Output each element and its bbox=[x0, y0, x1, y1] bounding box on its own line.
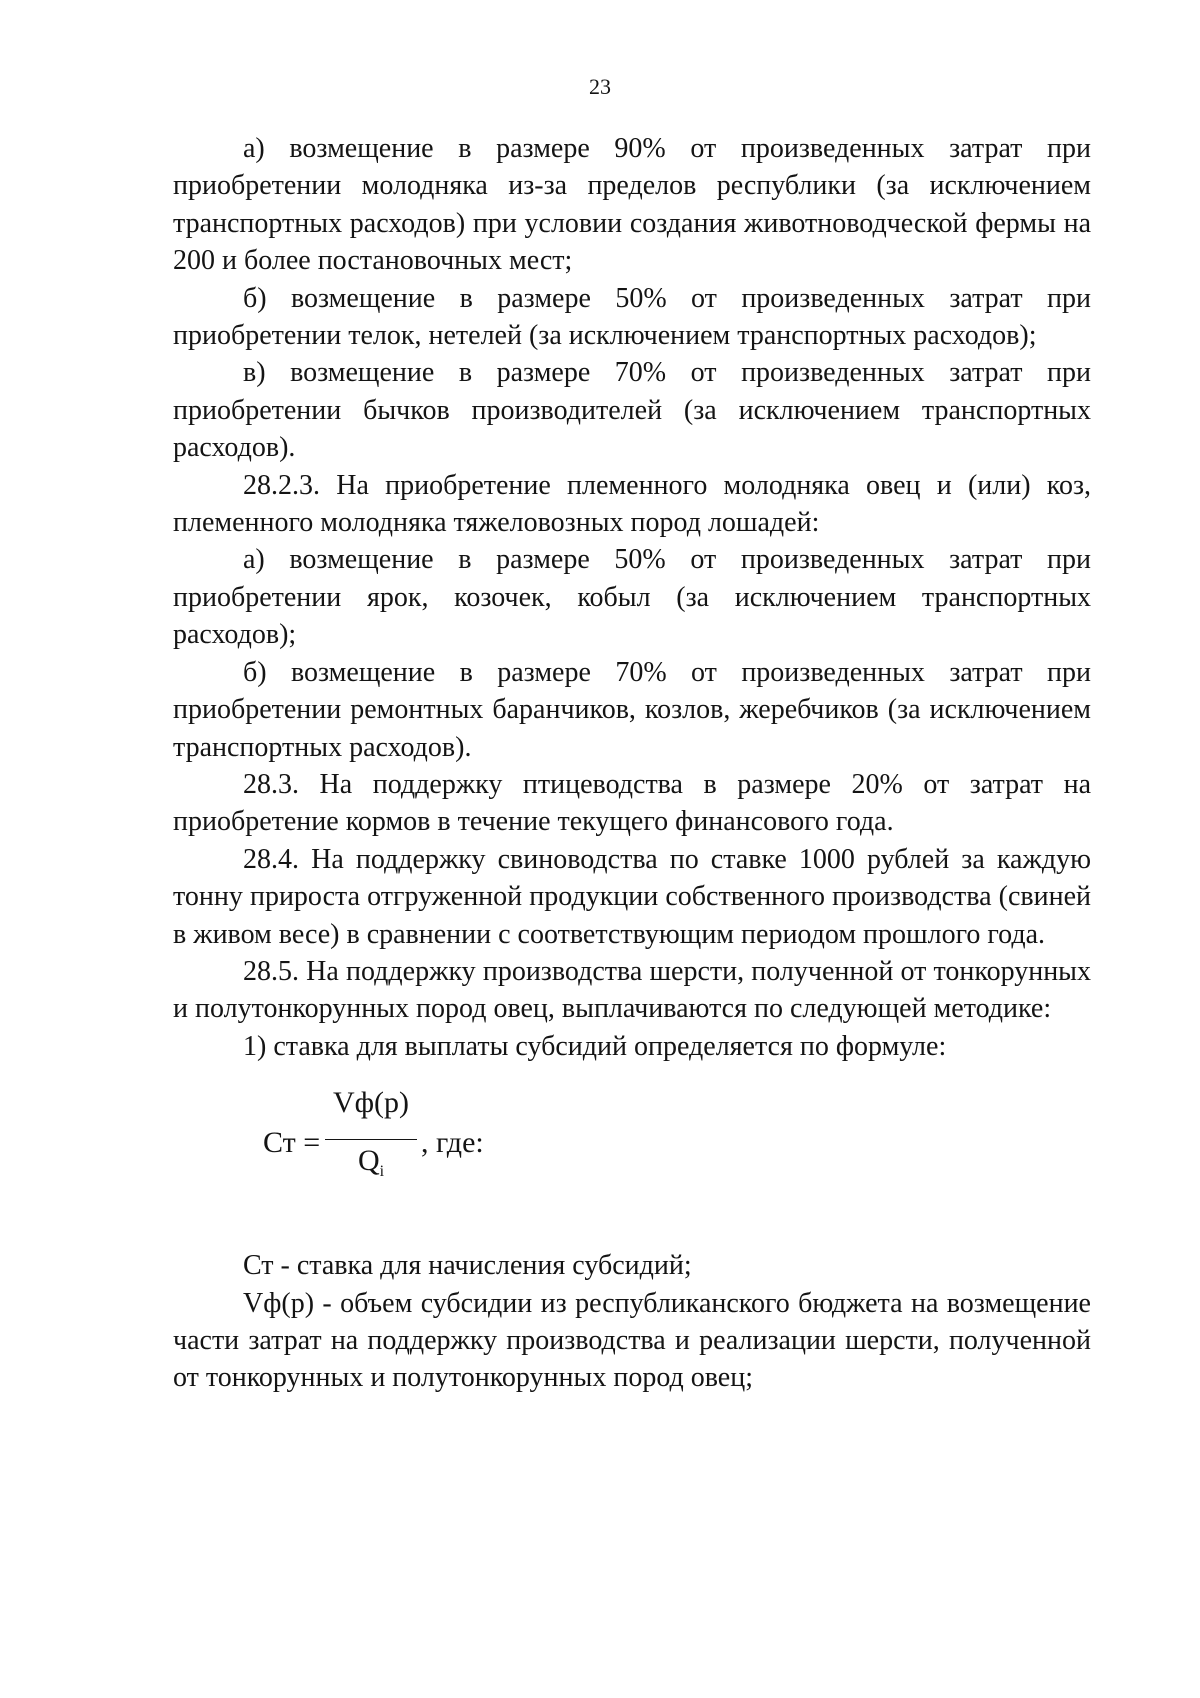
formula-fraction bbox=[325, 1085, 417, 1205]
fraction-bar bbox=[325, 1139, 417, 1140]
page-number: 23 bbox=[589, 74, 611, 99]
paragraph-vf-definition: Vф(р) - объем субсидии из республиканского бюджета на возмещение части затрат на поддержку производства и реализации шерсти, полученной от тонкорунных и полутонкорунных пород овец; bbox=[173, 1287, 1091, 1394]
paragraph-b-50-percent: б) возмещение в размере 50% от произведенных затрат при приобретении телок, нетелей (за исключением транспортных расходов); bbox=[173, 282, 1091, 352]
document-body bbox=[173, 130, 1091, 1397]
paragraph-st-definition: Ст - ставка для начисления субсидий; bbox=[243, 1250, 692, 1282]
denominator-subscript: i bbox=[379, 1163, 385, 1181]
formula-lhs: Ст = bbox=[263, 1126, 321, 1160]
paragraph-a-90-percent: а) возмещение в размере 90% от произведенных затрат при приобретении молодняка из-за пределов республики (за исключением транспортных расходов) при условии создания животноводческой фермы на 200 и более постановочных мест; bbox=[173, 133, 1091, 277]
paragraph-a-sheep-goats: а) возмещение в размере 50% от произведенных затрат при приобретении ярок, козочек, кобыл (за исключением транспортных расходов); bbox=[173, 544, 1091, 651]
paragraph-28-3: 28.3. На поддержку птицеводства в размере 20% от затрат на приобретение кормов в течение текущего финансового года. bbox=[173, 768, 1091, 838]
paragraph-v-70-percent: в) возмещение в размере 70% от произведенных затрат при приобретении бычков производителей (за исключением транспортных расходов). bbox=[173, 357, 1091, 464]
paragraph-28-5: 28.5. На поддержку производства шерсти, полученной от тонкорунных и полутонкорунных пород овец, выплачиваются по следующей методике: bbox=[173, 955, 1091, 1025]
paragraph-b-sheep-goats: б) возмещение в размере 70% от произведенных затрат при приобретении ремонтных баранчиков, козлов, жеребчиков (за исключением транспортных расходов). bbox=[173, 656, 1091, 763]
formula-denominator bbox=[325, 1143, 417, 1179]
paragraph-28-2-3: 28.2.3. На приобретение племенного молодняка овец и (или) коз, племенного молодняка тяжеловозных пород лошадей: bbox=[173, 469, 1091, 539]
paragraph-formula-intro: 1) ставка для выплаты субсидий определяется по формуле: bbox=[243, 1030, 947, 1062]
formula-numerator: Vф(р) bbox=[332, 1086, 410, 1120]
formula-rhs: , где: bbox=[421, 1126, 484, 1160]
rate-formula bbox=[173, 1065, 1091, 1227]
denominator-symbol: Q bbox=[357, 1144, 380, 1178]
paragraph-28-4: 28.4. На поддержку свиноводства по ставке 1000 рублей за каждую тонну прироста отгруженной продукции собственного производства (свиней в живом весе) в сравнении с соответствующим периодом прошлого года. bbox=[173, 843, 1091, 950]
